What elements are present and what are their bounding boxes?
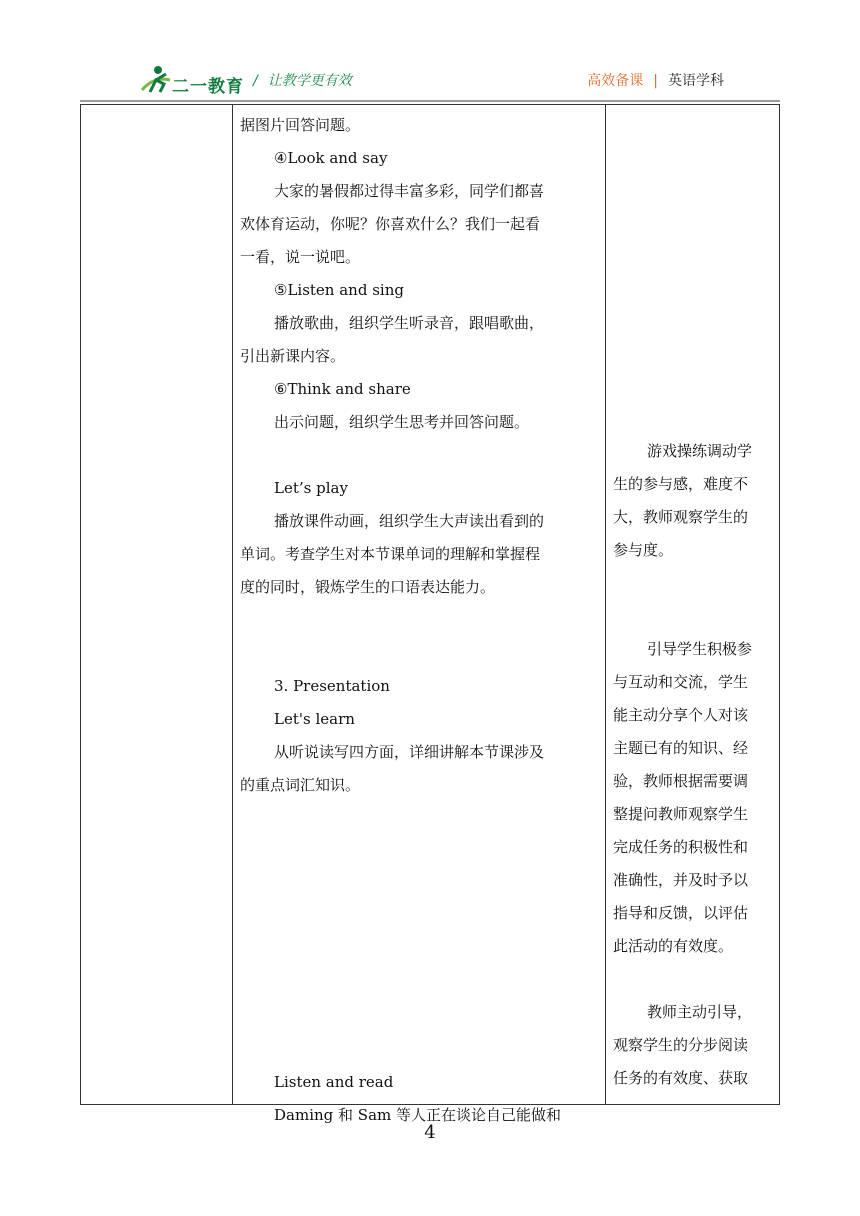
blank-line — [240, 439, 592, 472]
text-line: 单词。考查学生对本节课单词的理解和掌握程 — [240, 545, 541, 563]
blank-line — [613, 204, 773, 237]
text-line: 教师主动引导， — [647, 1003, 753, 1021]
blank-line — [613, 963, 773, 996]
blank-line — [240, 1033, 592, 1066]
text-line: 3. Presentation — [274, 677, 390, 695]
blank-line — [613, 303, 773, 336]
blank-line — [613, 402, 773, 435]
column-divider — [605, 105, 606, 1104]
blank-line — [240, 1000, 592, 1033]
design-intent-cell — [613, 105, 773, 1095]
blank-line — [240, 967, 592, 1000]
text-line: 一看，说一说吧。 — [240, 248, 361, 266]
text-line: ⑤Listen and sing — [274, 281, 404, 299]
text-line: Listen and read — [274, 1073, 394, 1091]
header-rule — [80, 100, 780, 102]
slash-divider: / — [253, 73, 258, 89]
blank-line — [613, 600, 773, 633]
blank-line — [240, 604, 592, 637]
column-divider — [232, 105, 233, 1104]
blank-line — [613, 171, 773, 204]
header-slogan — [253, 70, 352, 90]
blank-line — [613, 138, 773, 171]
blank-line — [240, 868, 592, 901]
text-line: Let's learn — [274, 710, 355, 728]
text-line: 主题已有的知识、经 — [613, 739, 749, 757]
text-line: 游戏操练调动学 — [647, 442, 753, 460]
blank-line — [613, 105, 773, 138]
text-line: 欢体育运动，你呢？你喜欢什么？我们一起看 — [240, 215, 541, 233]
text-line: Daming 和 Sam 等人正在谈论自己能做和 — [274, 1106, 562, 1124]
text-line: 大家的暑假都过得丰富多彩，同学们都喜 — [274, 182, 545, 200]
blank-line — [613, 369, 773, 402]
text-line: 的重点词汇知识。 — [240, 776, 361, 794]
blank-line — [613, 567, 773, 600]
page-header — [0, 0, 860, 105]
text-line: ⑥Think and share — [274, 380, 411, 398]
text-line: 准确性，并及时予以 — [613, 871, 749, 889]
blank-line — [240, 637, 592, 670]
text-line: 任务的有效度、获取 — [613, 1069, 749, 1087]
header-separator: | — [653, 73, 658, 89]
text-line: 从听说读写四方面，详细讲解本节课涉及 — [274, 743, 545, 761]
text-line: 观察学生的分步阅读 — [613, 1036, 749, 1054]
header-label-subject: 英语学科 — [668, 73, 724, 89]
text-line: 据图片回答问题。 — [240, 116, 361, 134]
teaching-process-cell — [240, 109, 592, 1132]
text-line: 引导学生积极参 — [647, 640, 753, 658]
text-line: 此活动的有效度。 — [613, 937, 734, 955]
text-line: 参与度。 — [613, 541, 674, 559]
text-line: 指导和反馈，以评估 — [613, 904, 749, 922]
text-line: 播放课件动画，组织学生大声读出看到的 — [274, 512, 545, 530]
logo-text: 二一教育 — [172, 77, 244, 97]
text-line: 度的同时，锻炼学生的口语表达能力。 — [240, 578, 496, 596]
header-label-prep: 高效备课 — [587, 73, 644, 89]
lesson-plan-table — [80, 104, 780, 1124]
text-line: 大，教师观察学生的 — [613, 508, 749, 526]
text-line: 与互动和交流，学生 — [613, 673, 749, 691]
blank-line — [240, 802, 592, 835]
slogan-text: 让教学更有效 — [267, 73, 352, 89]
text-line: 整提问教师观察学生 — [613, 805, 749, 823]
blank-line — [613, 336, 773, 369]
text-line: 验，教师根据需要调 — [613, 772, 749, 790]
page-number: 4 — [424, 1122, 436, 1143]
text-line: 播放歌曲，组织学生听录音，跟唱歌曲， — [274, 314, 545, 332]
text-line: 引出新课内容。 — [240, 347, 346, 365]
blank-line — [240, 934, 592, 967]
blank-line — [240, 901, 592, 934]
text-line: 完成任务的积极性和 — [613, 838, 749, 856]
text-line: 出示问题，组织学生思考并回答问题。 — [274, 413, 530, 431]
blank-line — [240, 835, 592, 868]
text-line: 生的参与感，难度不 — [613, 475, 749, 493]
blank-line — [613, 237, 773, 270]
text-line: ④Look and say — [274, 149, 388, 167]
text-line: Let’s play — [274, 479, 348, 497]
header-right-labels — [587, 70, 724, 90]
text-line: 能主动分享个人对该 — [613, 706, 749, 724]
blank-line — [613, 270, 773, 303]
